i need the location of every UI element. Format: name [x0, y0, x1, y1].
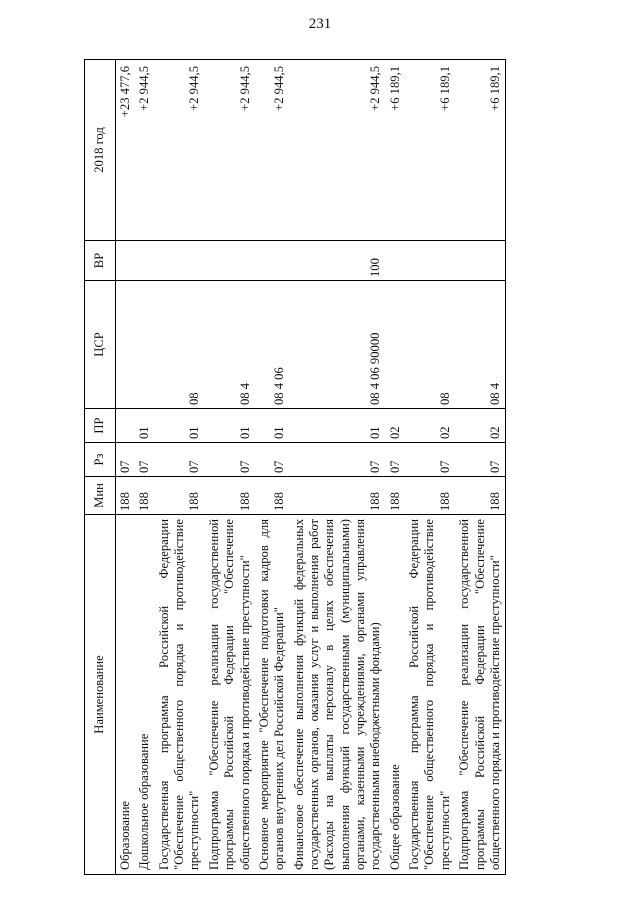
row-amount: +2 944,5: [205, 60, 255, 241]
row-pr: 02: [455, 409, 506, 443]
row-csr: [116, 281, 136, 409]
table-row: [405, 60, 455, 875]
row-rz: 07: [290, 443, 386, 477]
row-pr: 01: [155, 409, 205, 443]
row-amount: +23 477,6: [116, 60, 136, 241]
row-amount: +2 944,5: [290, 60, 386, 241]
header-csr: ЦСР: [85, 281, 116, 409]
budget-table: [84, 59, 506, 875]
row-rz: 07: [205, 443, 255, 477]
table-row: [205, 60, 255, 875]
row-rz: 07: [116, 443, 136, 477]
row-min: 188: [405, 477, 455, 515]
header-vr: ВР: [85, 241, 116, 281]
row-min: 188: [116, 477, 136, 515]
row-min: 188: [205, 477, 255, 515]
row-vr: [205, 241, 255, 281]
row-pr: 01: [205, 409, 255, 443]
row-csr: [135, 281, 154, 409]
row-rz: 07: [135, 443, 154, 477]
header-min: Мин: [85, 477, 116, 515]
row-name: Государственная программа Российской Федерации "Обеспечение общественного порядка и противодействие преступности": [155, 515, 205, 875]
table-row: [386, 60, 405, 875]
row-name: Государственная программа Российской Федерации "Обеспечение общественного порядка и противодействие преступности": [405, 515, 455, 875]
table-row: [255, 60, 290, 875]
row-min: 188: [255, 477, 290, 515]
row-min: 188: [135, 477, 154, 515]
row-rz: 07: [455, 443, 506, 477]
row-vr: [135, 241, 154, 281]
row-pr: 02: [405, 409, 455, 443]
header-amount: 2018 год: [85, 60, 116, 241]
row-amount: +6 189,1: [405, 60, 455, 241]
table-row: [135, 60, 154, 875]
table-body: [116, 60, 506, 875]
row-min: 188: [386, 477, 405, 515]
row-vr: [386, 241, 405, 281]
row-rz: 07: [405, 443, 455, 477]
row-rz: 07: [386, 443, 405, 477]
row-name: Основное мероприятие "Обеспечение подготовки кадров для органов внутренних дел Российской Федерации": [255, 515, 290, 875]
row-min: 188: [155, 477, 205, 515]
row-vr: [405, 241, 455, 281]
row-amount: +6 189,1: [455, 60, 506, 241]
table-row: [455, 60, 506, 875]
row-name: Подпрограмма "Обеспечение реализации государственной программы Российской Федерации "Обеспечение общественного порядка и противодействие преступности": [455, 515, 506, 875]
row-amount: +6 189,1: [386, 60, 405, 241]
row-amount: +2 944,5: [155, 60, 205, 241]
page-number: 231: [308, 16, 332, 32]
table-row: [155, 60, 205, 875]
table-header-row: [85, 60, 116, 875]
row-name: Финансовое обеспечение выполнения функций федеральных государственных органов, оказания услуг и выполнения работ (Расходы на выплаты персоналу в целях обеспечения выполнения функций государственными (муниципальными) органами, казенными учреждениями, органами управления государственными внебюджетными фондами): [290, 515, 386, 875]
row-pr: 01: [135, 409, 154, 443]
row-name: Дошкольное образование: [135, 515, 154, 875]
row-pr: 01: [255, 409, 290, 443]
table-row: [116, 60, 136, 875]
rotated-content: [84, 60, 620, 875]
row-name: Подпрограмма "Обеспечение реализации государственной программы Российской Федерации "Обеспечение общественного порядка и противодействие преступности": [205, 515, 255, 875]
rotated-page: [84, 60, 620, 875]
row-min: 188: [290, 477, 386, 515]
row-csr: 08 4 06: [255, 281, 290, 409]
row-vr: [155, 241, 205, 281]
table-row: [290, 60, 386, 875]
header-pr: ПР: [85, 409, 116, 443]
row-csr: 08 4: [455, 281, 506, 409]
row-rz: 07: [155, 443, 205, 477]
header-name: Наименование: [85, 515, 116, 875]
row-pr: [116, 409, 136, 443]
row-csr: 08: [405, 281, 455, 409]
row-vr: 100: [290, 241, 386, 281]
row-amount: +2 944,5: [255, 60, 290, 241]
row-vr: [116, 241, 136, 281]
row-pr: 02: [386, 409, 405, 443]
row-min: 188: [455, 477, 506, 515]
row-csr: [386, 281, 405, 409]
row-amount: +2 944,5: [135, 60, 154, 241]
row-csr: 08 4 06 90000: [290, 281, 386, 409]
row-vr: [455, 241, 506, 281]
row-csr: 08: [155, 281, 205, 409]
row-rz: 07: [255, 443, 290, 477]
header-rz: Рз: [85, 443, 116, 477]
row-pr: 01: [290, 409, 386, 443]
row-name: Общее образование: [386, 515, 405, 875]
row-vr: [255, 241, 290, 281]
row-csr: 08 4: [205, 281, 255, 409]
row-name: Образование: [116, 515, 136, 875]
